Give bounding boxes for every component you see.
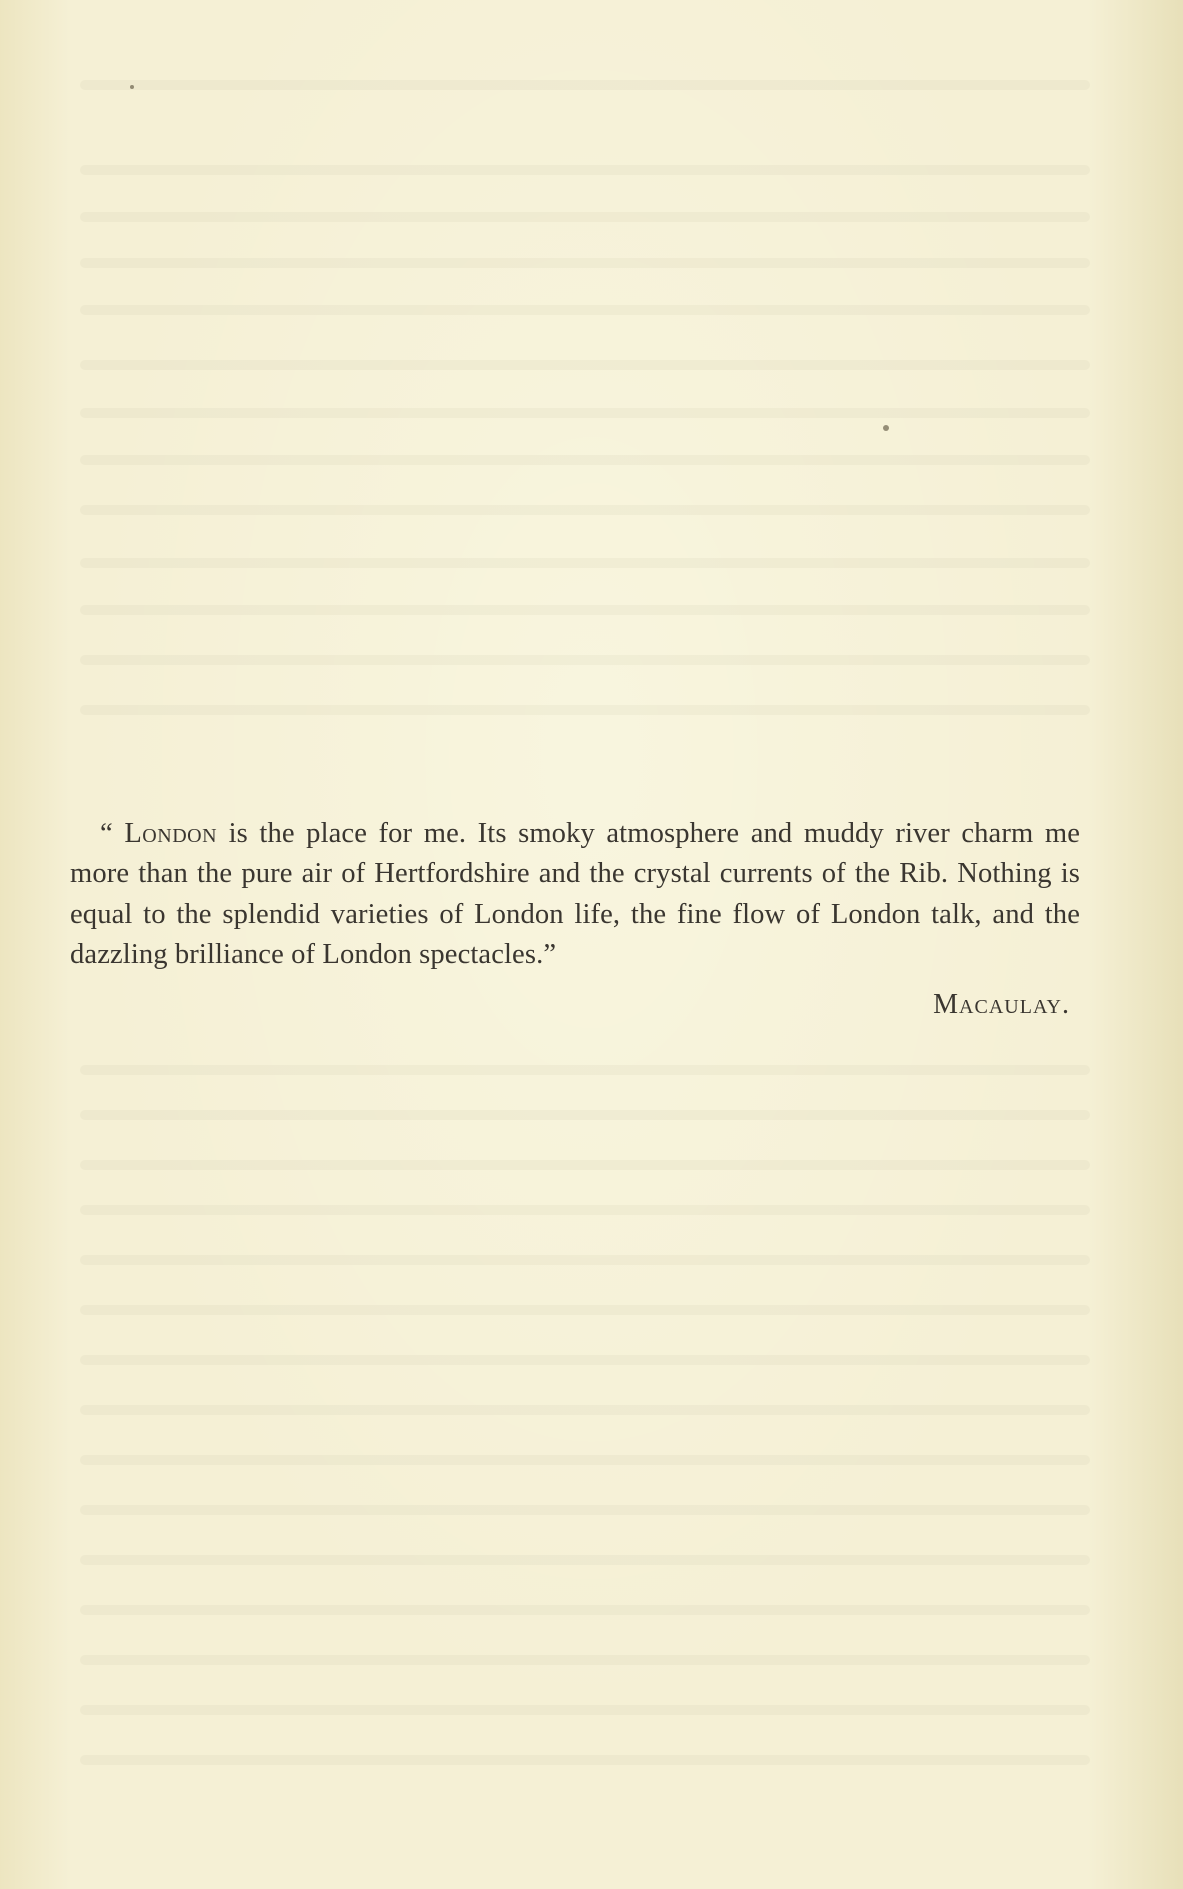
bleed-through-line [80,165,1090,175]
bleed-through-line [80,212,1090,222]
bleed-through-line [80,605,1090,615]
bleed-through-line [80,705,1090,715]
bleed-through-line [80,80,1090,90]
ink-speck [883,425,889,431]
bleed-through-line [80,1065,1090,1075]
bleed-through-line [80,1455,1090,1465]
bleed-through-line [80,1505,1090,1515]
quote-body: is the place for me. Its smoky atmosphere and muddy river charm me more than the pure air of Hertfordshire and the crystal currents of the Rib. Nothing is equal to the splendid varieties of London life, the fine flow of London talk, and the dazzling brilliance of London spectacles. [70,817,1080,971]
open-quote-mark: “ [100,817,113,849]
bleed-through-line [80,1205,1090,1215]
bleed-through-line [80,1160,1090,1170]
quotation [70,814,1080,976]
bleed-through-line [80,558,1090,568]
bleed-through-line [80,1255,1090,1265]
bleed-through-line [80,305,1090,315]
bleed-through-line [80,1305,1090,1315]
bleed-through-line [80,408,1090,418]
bleed-through-line [80,1555,1090,1565]
close-quote-mark: ” [543,939,557,971]
bleed-through-line [80,1755,1090,1765]
bleed-through-line [80,1110,1090,1120]
bleed-through-line [80,455,1090,465]
bleed-through-line [80,360,1090,370]
bleed-through-line [80,505,1090,515]
bleed-through-line [80,258,1090,268]
bleed-through-line [80,1355,1090,1365]
attribution-author: Macaulay. [933,989,1070,1020]
first-word: London [124,817,218,849]
bleed-through-line [80,1705,1090,1715]
bleed-through-line [80,1605,1090,1615]
bleed-through-line [80,1655,1090,1665]
ink-speck [130,85,134,89]
bleed-through-line [80,655,1090,665]
bleed-through-line [80,1405,1090,1415]
